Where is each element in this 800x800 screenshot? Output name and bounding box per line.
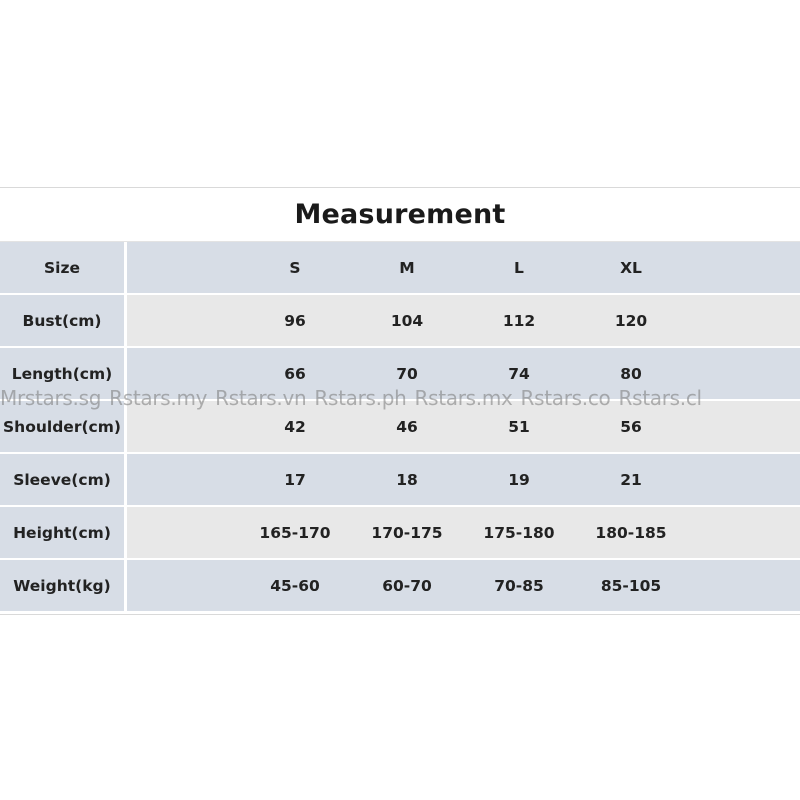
cell-xl: 21	[620, 470, 642, 489]
table-row-height	[0, 507, 800, 558]
cell-s: 45-60	[270, 576, 320, 595]
cell-xl: 80	[620, 364, 642, 383]
table-row-length	[0, 348, 800, 399]
watermark-text: Rstars.ph	[314, 386, 407, 410]
cell-xl: XL	[620, 258, 642, 277]
measurement-table	[0, 187, 800, 615]
row-label: Size	[0, 242, 124, 293]
cell-m: 170-175	[371, 523, 443, 542]
row-label: Sleeve(cm)	[0, 454, 124, 505]
watermark-text: Mrstars.sg	[0, 386, 102, 410]
row-label: Length(cm)	[0, 348, 124, 399]
cell-xl: 120	[614, 311, 648, 330]
row-label: Height(cm)	[0, 507, 124, 558]
watermark-text: Rstars.my	[109, 386, 208, 410]
table-row-bust	[0, 295, 800, 346]
row-label: Shoulder(cm)	[0, 401, 124, 452]
row-values	[127, 401, 800, 452]
cell-l: L	[514, 258, 524, 277]
cell-m: 60-70	[382, 576, 432, 595]
table-row-size	[0, 242, 800, 293]
title-row	[0, 188, 800, 242]
cell-s: S	[289, 258, 301, 277]
watermark-text: Rstars.mx	[414, 386, 513, 410]
cell-l: 175-180	[483, 523, 555, 542]
row-values	[127, 242, 800, 293]
cell-m: 104	[390, 311, 424, 330]
row-values	[127, 348, 800, 399]
table-title: Measurement	[294, 199, 506, 230]
cell-xl: 56	[620, 417, 642, 436]
row-label: Weight(kg)	[0, 560, 124, 611]
cell-s: 96	[284, 311, 306, 330]
cell-s: 17	[284, 470, 306, 489]
row-values	[127, 560, 800, 611]
cell-s: 66	[284, 364, 306, 383]
row-values	[127, 507, 800, 558]
cell-l: 70-85	[494, 576, 544, 595]
table-row-sleeve	[0, 454, 800, 505]
row-values	[127, 454, 800, 505]
row-label: Bust(cm)	[0, 295, 124, 346]
cell-l: 74	[508, 364, 530, 383]
cell-l: 19	[508, 470, 530, 489]
watermark-text: Rstars.vn	[215, 386, 307, 410]
table-row-weight	[0, 560, 800, 611]
cell-m: 70	[396, 364, 418, 383]
cell-m: 46	[396, 417, 418, 436]
cell-s: 165-170	[259, 523, 331, 542]
cell-xl: 180-185	[595, 523, 667, 542]
cell-l: 51	[508, 417, 530, 436]
cell-m: M	[399, 258, 415, 277]
cell-s: 42	[284, 417, 306, 436]
cell-xl: 85-105	[600, 576, 662, 595]
cell-m: 18	[396, 470, 418, 489]
table-row-shoulder	[0, 401, 800, 452]
row-values	[127, 295, 800, 346]
cell-l: 112	[502, 311, 536, 330]
watermark-text: Rstars.co	[520, 386, 611, 410]
watermark-text: Rstars.cl	[618, 386, 702, 410]
